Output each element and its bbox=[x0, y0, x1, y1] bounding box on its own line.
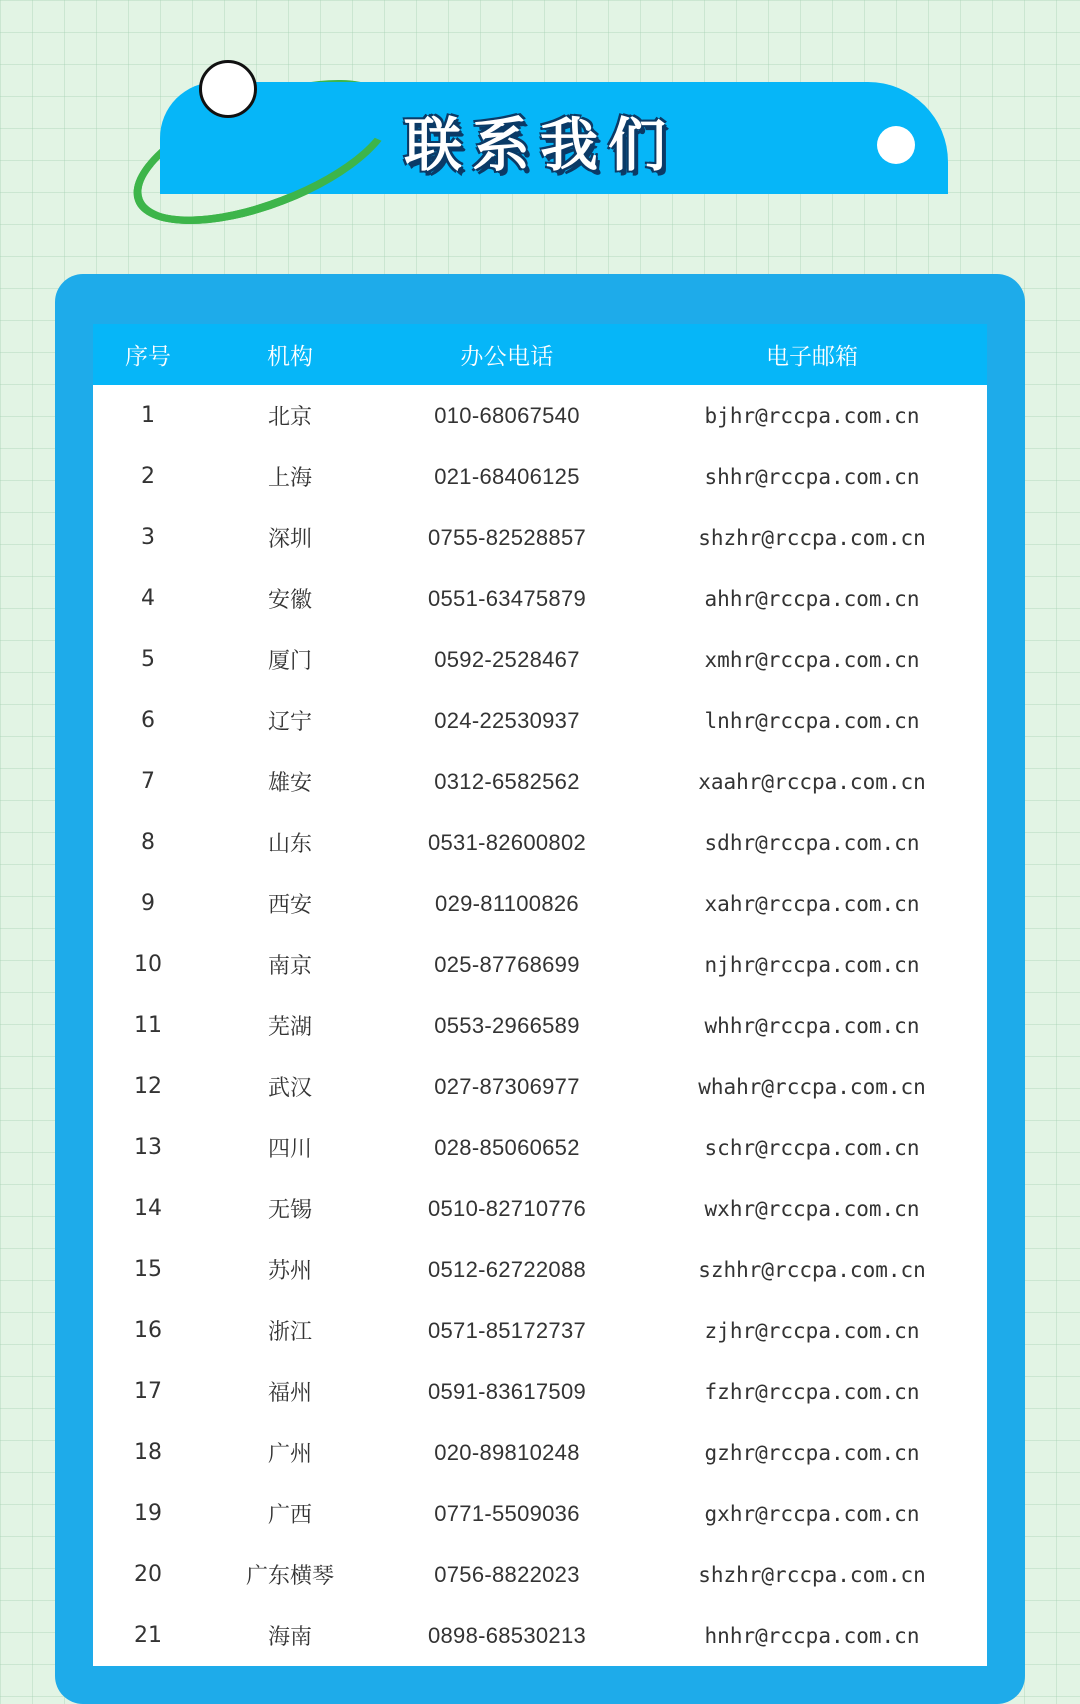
cell-index: 7 bbox=[141, 769, 155, 794]
cell-index: 11 bbox=[134, 1013, 162, 1038]
cell-index: 4 bbox=[141, 586, 155, 611]
cell-email[interactable]: xaahr@rccpa.com.cn bbox=[698, 769, 926, 794]
cell-office: 西安 bbox=[267, 893, 312, 918]
cell-email[interactable]: shhr@rccpa.com.cn bbox=[704, 464, 920, 489]
cell-phone: 0312-6582562 bbox=[434, 768, 580, 794]
cell-office: 厦门 bbox=[267, 649, 312, 674]
cell-phone: 0551-63475879 bbox=[427, 585, 587, 611]
cell-email[interactable]: hnhr@rccpa.com.cn bbox=[704, 1623, 920, 1648]
header-office: 机构 bbox=[267, 344, 313, 370]
cell-email[interactable]: sdhr@rccpa.com.cn bbox=[704, 830, 920, 855]
table-row bbox=[93, 1178, 987, 1239]
cell-office: 苏州 bbox=[267, 1259, 312, 1284]
cell-office: 福州 bbox=[267, 1381, 312, 1406]
cell-email[interactable]: shzhr@rccpa.com.cn bbox=[698, 1562, 926, 1587]
cell-index: 14 bbox=[134, 1196, 162, 1221]
cell-office: 上海 bbox=[267, 466, 312, 491]
cell-email[interactable]: ahhr@rccpa.com.cn bbox=[704, 586, 920, 611]
table-row bbox=[93, 995, 987, 1056]
cell-email[interactable]: gzhr@rccpa.com.cn bbox=[704, 1440, 920, 1465]
cell-index: 8 bbox=[141, 830, 155, 855]
cell-index: 12 bbox=[134, 1074, 162, 1099]
cell-email[interactable]: lnhr@rccpa.com.cn bbox=[704, 708, 920, 733]
table-row bbox=[93, 385, 987, 446]
cell-index: 5 bbox=[141, 647, 155, 672]
cell-index: 18 bbox=[134, 1440, 162, 1465]
cell-phone: 0771-5509036 bbox=[434, 1500, 580, 1526]
cell-index: 2 bbox=[141, 464, 155, 489]
cell-office: 广州 bbox=[267, 1442, 312, 1467]
cell-phone: 0591-83617509 bbox=[427, 1378, 587, 1404]
cell-email[interactable]: wxhr@rccpa.com.cn bbox=[704, 1196, 920, 1221]
cell-phone: 0755-82528857 bbox=[427, 524, 587, 550]
table-row bbox=[93, 934, 987, 995]
cell-index: 20 bbox=[134, 1562, 162, 1587]
cell-email[interactable]: schr@rccpa.com.cn bbox=[704, 1135, 920, 1160]
table-row bbox=[93, 446, 987, 507]
cell-phone: 024-22530937 bbox=[434, 707, 580, 733]
cell-index: 6 bbox=[141, 708, 155, 733]
cell-office: 武汉 bbox=[267, 1076, 312, 1101]
table-row bbox=[93, 1483, 987, 1544]
cell-phone: 025-87768699 bbox=[434, 951, 580, 977]
table-row bbox=[93, 1544, 987, 1605]
cell-office: 山东 bbox=[267, 832, 312, 857]
cell-email[interactable]: xahr@rccpa.com.cn bbox=[704, 891, 920, 916]
cell-index: 16 bbox=[134, 1318, 162, 1343]
cell-phone: 029-81100826 bbox=[435, 890, 579, 916]
cell-index: 3 bbox=[141, 525, 155, 550]
cell-phone: 0512-62722088 bbox=[427, 1256, 587, 1282]
cell-index: 10 bbox=[134, 952, 162, 977]
table-row bbox=[93, 1422, 987, 1483]
cell-office: 海南 bbox=[267, 1625, 312, 1650]
cell-phone: 028-85060652 bbox=[434, 1134, 580, 1160]
cell-index: 19 bbox=[134, 1501, 162, 1526]
cell-office: 四川 bbox=[267, 1137, 312, 1162]
cell-phone: 010-68067540 bbox=[434, 402, 580, 428]
page-title: 联系我们 bbox=[403, 111, 676, 179]
cell-phone: 0592-2528467 bbox=[434, 646, 580, 672]
cell-email[interactable]: fzhr@rccpa.com.cn bbox=[704, 1379, 920, 1404]
cell-office: 安徽 bbox=[267, 588, 312, 613]
contact-table bbox=[93, 324, 987, 1666]
cell-office: 广东横琴 bbox=[245, 1564, 334, 1589]
table-row bbox=[93, 1117, 987, 1178]
cell-phone: 027-87306977 bbox=[434, 1073, 580, 1099]
table-row bbox=[93, 873, 987, 934]
cell-office: 南京 bbox=[267, 954, 312, 979]
cell-index: 17 bbox=[134, 1379, 162, 1404]
table-row bbox=[93, 751, 987, 812]
cell-email[interactable]: xmhr@rccpa.com.cn bbox=[704, 647, 920, 672]
cell-index: 1 bbox=[141, 403, 155, 428]
cell-phone: 020-89810248 bbox=[434, 1439, 580, 1465]
table-row bbox=[93, 812, 987, 873]
table-row bbox=[93, 690, 987, 751]
table-row bbox=[93, 1239, 987, 1300]
table-row bbox=[93, 1056, 987, 1117]
cell-email[interactable]: whhr@rccpa.com.cn bbox=[704, 1013, 920, 1038]
cell-index: 21 bbox=[134, 1623, 162, 1648]
cell-index: 9 bbox=[141, 891, 155, 916]
table-row bbox=[93, 1605, 987, 1666]
cell-email[interactable]: shzhr@rccpa.com.cn bbox=[698, 525, 926, 550]
cell-email[interactable]: whahr@rccpa.com.cn bbox=[698, 1074, 926, 1099]
table-header bbox=[93, 324, 987, 385]
pin-circle-icon bbox=[199, 60, 257, 118]
table-body bbox=[93, 385, 987, 1666]
cell-index: 13 bbox=[134, 1135, 162, 1160]
cell-email[interactable]: zjhr@rccpa.com.cn bbox=[704, 1318, 920, 1343]
cell-email[interactable]: njhr@rccpa.com.cn bbox=[704, 952, 920, 977]
cell-office: 北京 bbox=[267, 405, 312, 430]
cell-phone: 0898-68530213 bbox=[427, 1622, 587, 1648]
table-row bbox=[93, 1361, 987, 1422]
table-row bbox=[93, 568, 987, 629]
cell-phone: 0571-85172737 bbox=[427, 1317, 587, 1343]
cell-phone: 0553-2966589 bbox=[434, 1012, 580, 1038]
header-email: 电子邮箱 bbox=[766, 344, 858, 370]
cell-email[interactable]: bjhr@rccpa.com.cn bbox=[704, 403, 920, 428]
table-row bbox=[93, 507, 987, 568]
cell-office: 广西 bbox=[267, 1503, 312, 1528]
cell-phone: 021-68406125 bbox=[434, 463, 580, 489]
cell-office: 辽宁 bbox=[267, 710, 312, 735]
dot-icon bbox=[877, 126, 915, 164]
table-row bbox=[93, 629, 987, 690]
cell-email[interactable]: szhhr@rccpa.com.cn bbox=[698, 1257, 926, 1282]
cell-index: 15 bbox=[134, 1257, 162, 1282]
cell-office: 浙江 bbox=[267, 1320, 312, 1345]
header-index: 序号 bbox=[125, 344, 171, 370]
cell-phone: 0531-82600802 bbox=[427, 829, 587, 855]
cell-office: 雄安 bbox=[267, 771, 312, 796]
cell-phone: 0510-82710776 bbox=[427, 1195, 587, 1221]
cell-phone: 0756-8822023 bbox=[434, 1561, 580, 1587]
cell-office: 深圳 bbox=[267, 527, 312, 552]
cell-office: 芜湖 bbox=[267, 1015, 312, 1040]
cell-office: 无锡 bbox=[267, 1198, 312, 1223]
table-row bbox=[93, 1300, 987, 1361]
cell-email[interactable]: gxhr@rccpa.com.cn bbox=[704, 1501, 920, 1526]
header-phone: 办公电话 bbox=[460, 344, 554, 370]
